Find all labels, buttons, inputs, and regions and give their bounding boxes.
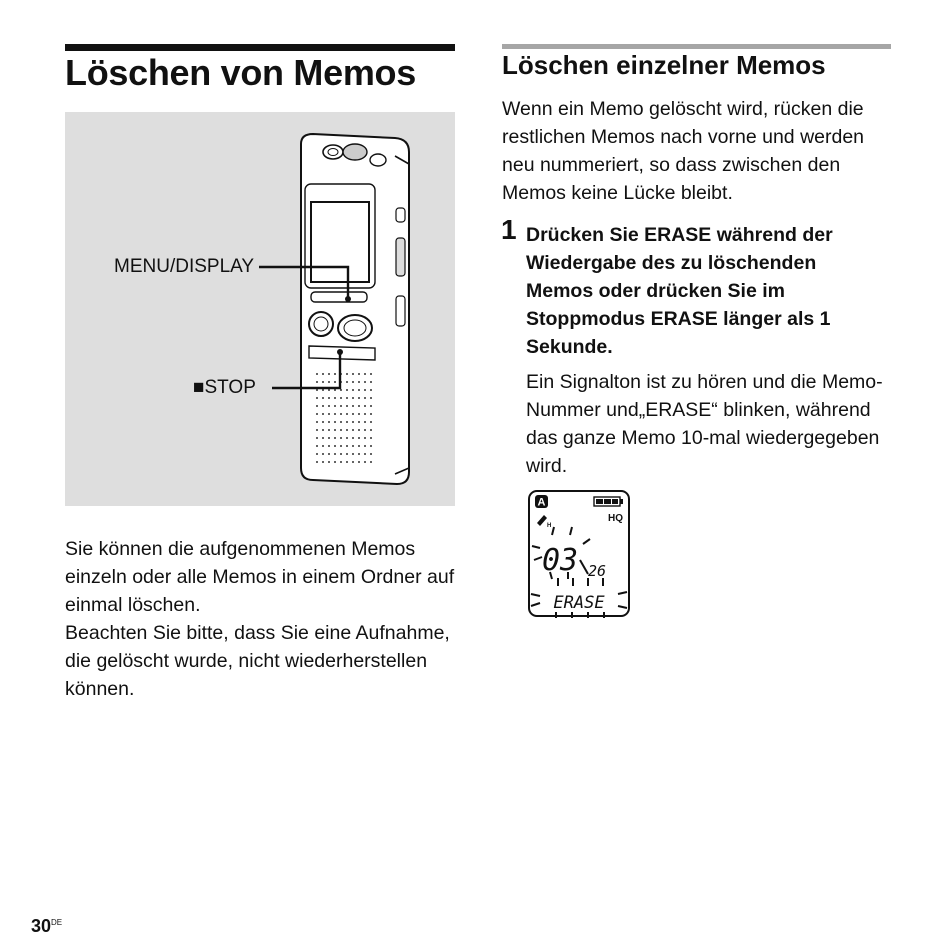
section-description: Wenn ein Memo gelöscht wird, rücken die restlichen Memos nach vorne und werden neu nummeriert, so dass zwischen den Memos keine Lücke bleibt. — [502, 98, 865, 204]
page-number-suffix: DE — [51, 918, 63, 927]
page-title: Löschen von Memos — [65, 52, 416, 93]
voice-recorder-drawing — [65, 112, 455, 506]
page-number — [31, 916, 62, 937]
step-number: 1 — [501, 214, 517, 245]
title-rule — [65, 44, 455, 51]
quality-mode: HQ — [608, 513, 623, 524]
menu-display-label: MENU/DISPLAY — [114, 256, 255, 277]
device-illustration — [65, 112, 455, 506]
erase-indicator: ERASE — [553, 593, 605, 613]
memo-number: 03 — [542, 543, 579, 578]
step-instruction: Drücken Sie ERASE während der Wiedergabe des zu löschenden Memos oder drücken Sie im Stoppmodus ERASE länger als 1 Sekunde. — [526, 224, 833, 358]
page-number-value: 30 — [31, 916, 52, 936]
battery-icon — [594, 497, 623, 506]
intro-paragraph-1: Sie können die aufgenommenen Memos einzeln oder alle Memos in einem Ordner auf einmal löschen. — [65, 538, 455, 616]
svg-text:H: H — [547, 523, 552, 529]
folder-letter: A — [537, 496, 546, 509]
stop-label: ■STOP — [193, 377, 256, 398]
section-title: Löschen einzelner Memos — [502, 50, 826, 80]
intro-text — [65, 535, 460, 703]
section-rule — [502, 44, 891, 49]
step-result: Ein Signalton ist zu hören und die Memo-Nummer und„ERASE“ blinken, während das ganze Memo 10-mal wiedergegeben wird. — [526, 371, 883, 477]
intro-paragraph-2: Beachten Sie bitte, dass Sie eine Aufnahme, die gelöscht wurde, nicht wiederherstellen können. — [65, 622, 450, 700]
secondary-number: 26 — [588, 562, 607, 580]
lcd-display-illustration — [528, 490, 632, 620]
